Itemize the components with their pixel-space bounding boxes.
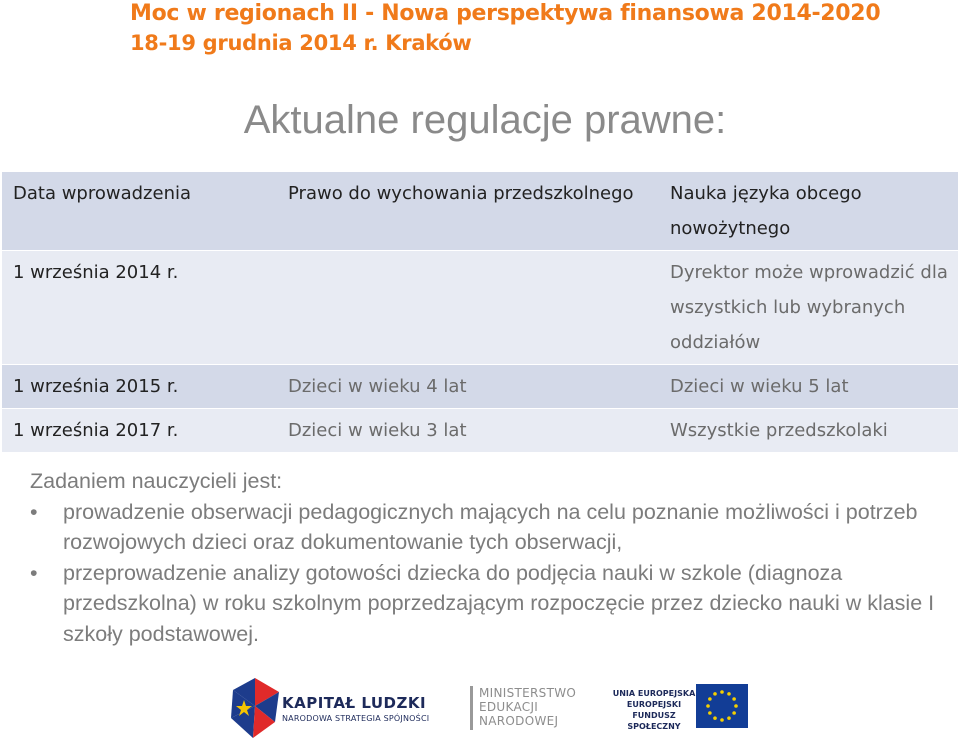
kapital-ludzki-subtitle: NARODOWA STRATEGIA SPÓJNOŚCI (282, 714, 430, 723)
header-cell-date: Data wprowadzenia (2, 172, 277, 251)
ministry-logo (470, 686, 580, 730)
eu-star-icon (720, 690, 724, 694)
eu-star-icon (727, 716, 731, 720)
eu-star-icon (727, 692, 731, 696)
header-event-title: Moc w regionach II - Nowa perspektywa finansowa 2014-2020 (130, 1, 881, 26)
cell-date: 1 września 2017 r. (2, 409, 277, 454)
cell-language: Dzieci w wieku 5 lat (659, 365, 958, 409)
eu-line: FUNDUSZ SPOŁECZNY (627, 711, 681, 731)
eu-fund-label (612, 688, 696, 732)
eu-star-icon (706, 704, 710, 708)
eu-flag-icon (696, 684, 748, 728)
cell-preschool-right: Dzieci w wieku 3 lat (277, 409, 659, 454)
ministry-line: EDUKACJI (479, 700, 539, 714)
eu-star-icon (713, 692, 717, 696)
cell-preschool-right (277, 251, 659, 365)
cell-language: Wszystkie przedszkolaki (659, 409, 958, 454)
eu-star-icon (732, 697, 736, 701)
list-item: • prowadzenie obserwacji pedagogicznych mających na celu poznanie możliwości i potrzeb rozwojowych dzieci oraz dokumentowanie tych obserwacji, (30, 497, 940, 558)
table-header-row (2, 172, 958, 251)
table-row (2, 251, 958, 365)
eu-line: EUROPEJSKI (626, 700, 682, 709)
table-row (2, 365, 958, 409)
regulations-table (2, 172, 958, 454)
tasks-intro: Zadaniem nauczycieli jest: (30, 469, 283, 493)
header-cell-language: Nauka języka obcego nowożytnego (659, 172, 958, 251)
ministry-line: NARODOWEJ (479, 714, 559, 728)
eu-line: UNIA EUROPEJSKA (612, 689, 696, 698)
eu-star-icon (708, 697, 712, 701)
header-cell-preschool-right: Prawo do wychowania przedszkolnego (277, 172, 659, 251)
tasks-list (30, 497, 940, 650)
cell-date: 1 września 2014 r. (2, 251, 277, 365)
eu-star-icon (708, 711, 712, 715)
cell-language: Dyrektor może wprowadzić dla wszystkich lub wybranych oddziałów (659, 251, 958, 365)
table-row (2, 409, 958, 454)
slide-header (130, 0, 880, 58)
eu-star-icon (732, 711, 736, 715)
kapital-ludzki-title: KAPITAŁ LUDZKI (282, 694, 427, 712)
kapital-ludzki-logo-icon (225, 676, 281, 740)
cell-preschool-right: Dzieci w wieku 4 lat (277, 365, 659, 409)
eu-star-icon (734, 704, 738, 708)
cell-date: 1 września 2015 r. (2, 365, 277, 409)
teacher-tasks (30, 466, 940, 649)
ministry-line: MINISTERSTWO (479, 686, 577, 700)
slide-title: Aktualne regulacje prawne: (243, 98, 727, 142)
eu-star-icon (720, 718, 724, 722)
header-event-date: 18-19 grudnia 2014 r. Kraków (130, 31, 472, 55)
list-item: • przeprowadzenie analizy gotowości dziecka do podjęcia nauki w szkole (diagnoza przedszkolna) w roku szkolnym poprzedzającym rozpoczęcie przez dziecko nauki w klasie I szkoły podstawowej. (30, 558, 940, 650)
eu-star-icon (713, 716, 717, 720)
